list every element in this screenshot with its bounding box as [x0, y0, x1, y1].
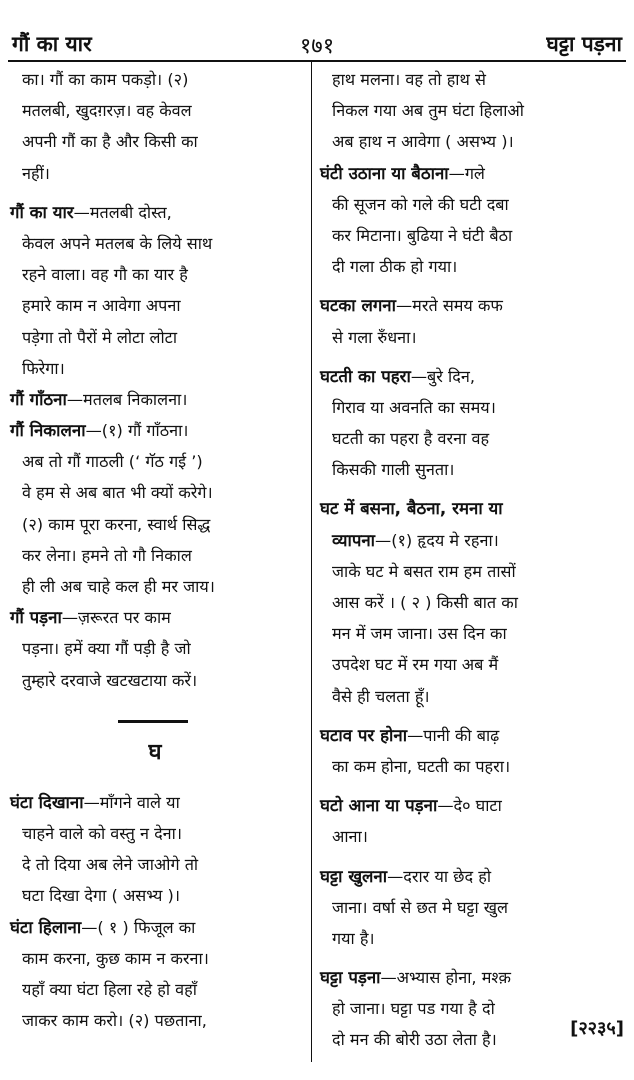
headword: गौं निकालना	[10, 420, 86, 441]
definition-text: पड़ना। हमें क्या गौं पड़ी है जो	[22, 639, 191, 659]
text-line	[320, 618, 616, 649]
headword: घटका लगना	[320, 295, 396, 316]
right-column	[320, 64, 616, 1056]
definition-text: —दे० घाटा	[437, 796, 502, 816]
definition-text: हो जाना। घट्टा पड गया है दो	[332, 999, 495, 1019]
definition-text: दी गला ठीक हो गया।	[332, 257, 458, 277]
definition-text: मन में जम जाना। उस दिन का	[332, 624, 507, 644]
definition-text: का कम होना, घटती का पहरा।	[332, 756, 511, 776]
definition-text: ही ली अब चाहे कल ही मर जाय।	[22, 577, 215, 596]
definition-text: से गला रुँधना।	[332, 327, 417, 347]
definition-text: —गले	[448, 163, 485, 183]
text-line	[10, 571, 300, 602]
definition-text: यहाँ क्या घंटा हिला रहे हो वहाँ	[22, 979, 197, 999]
left-column	[10, 64, 300, 1036]
column-divider	[311, 62, 312, 1062]
definition-text: उपदेश घट में रम गया अब मैं	[332, 655, 499, 675]
entry-headword-line	[320, 962, 616, 993]
definition-text: आस करें । ( २ ) किसी बात का	[332, 593, 518, 612]
entry-gap	[320, 485, 616, 493]
definition-text: अपनी गौं का है और किसी का	[22, 132, 198, 152]
definition-text: घटा दिखा देगा ( असभ्य )।	[22, 886, 180, 906]
text-line	[10, 95, 300, 126]
definition-text: —(१) गौं गाँठना।	[85, 421, 189, 441]
entry-gap	[10, 189, 300, 197]
text-line	[320, 64, 616, 95]
text-line	[320, 821, 616, 852]
text-line	[10, 818, 300, 849]
definition-text: —मतलबी दोस्त,	[73, 202, 172, 222]
definition-text: —पानी की बाढ़	[407, 725, 500, 745]
text-line	[10, 290, 300, 321]
definition-text: जाकर काम करो। (२) पछताना,	[22, 1011, 207, 1031]
definition-text: —मतलब निकालना।	[66, 389, 188, 409]
definition-text: वे हम से अब बात भी क्यों करेगे।	[22, 483, 213, 503]
page-number: १७१	[299, 34, 335, 59]
text-line	[10, 849, 300, 880]
section-rule	[118, 720, 188, 723]
text-line	[320, 525, 616, 556]
definition-text: दो मन की बोरी उठा लेता है।	[332, 1030, 497, 1050]
definition-text: पड़ेगा तो पैरों मे लोटा लोटा	[22, 327, 178, 347]
text-line	[320, 322, 616, 353]
text-line	[320, 649, 616, 680]
left-bottom-entries	[10, 787, 300, 1037]
entry-headword-line	[10, 602, 300, 633]
headword: घंटा दिखाना	[10, 791, 84, 812]
definition-text: तुम्हारे दरवाजे खटखटाया करें।	[22, 670, 198, 690]
entry-headword-line	[320, 861, 616, 892]
entry-gap	[320, 853, 616, 861]
definition-text: कर लेना। हमने तो गौ निकाल	[22, 545, 192, 565]
text-line	[10, 322, 300, 353]
entry-headword-line	[10, 912, 300, 943]
entry-headword-line	[320, 158, 616, 189]
entry-gap	[320, 712, 616, 720]
definition-text: अब हाथ न आवेगा ( असभ्य )।	[332, 132, 514, 152]
definition-text: काम करना, कुछ काम न करना।	[22, 948, 209, 968]
definition-text: दे तो दिया अब लेने जाओगे तो	[22, 855, 199, 875]
text-line	[10, 540, 300, 571]
text-line	[10, 880, 300, 911]
text-line	[10, 228, 300, 259]
text-line	[10, 158, 300, 189]
entry-headword-line	[10, 787, 300, 818]
definition-text: —दरार या छेद हो	[387, 866, 492, 886]
entry-gap	[320, 282, 616, 290]
text-line	[320, 251, 616, 282]
text-line	[10, 1005, 300, 1036]
definition-text: —माँगने वाले या	[83, 792, 180, 812]
definition-text: हमारे काम न आवेगा अपना	[22, 296, 181, 316]
definition-text: अब तो गौं गाठली (‘ गॅठ गई ’)	[22, 452, 203, 472]
headword: गौं का यार	[10, 201, 74, 222]
running-header	[8, 28, 626, 62]
text-line	[320, 392, 616, 423]
section-letter: घ	[148, 739, 162, 765]
entry-gap	[320, 353, 616, 361]
text-line	[320, 95, 616, 126]
headword: घट में बसना, बैठना, रमना या	[320, 498, 503, 519]
text-line	[10, 259, 300, 290]
definition-text: —( १ ) फिजूल का	[81, 917, 196, 937]
definition-text: वैसे ही चलता हूँ।	[332, 686, 430, 706]
text-line	[10, 446, 300, 477]
left-top-entries	[10, 64, 300, 696]
headword: व्यापना	[332, 529, 376, 550]
definition-text: नहीं।	[22, 163, 50, 183]
headword: घटाव पर होना	[320, 724, 408, 745]
definition-text: —अभ्यास होना, मश्क़	[380, 968, 511, 988]
definition-text: केवल अपने मतलब के लिये साथ	[22, 233, 213, 253]
text-line	[10, 509, 300, 540]
text-line	[320, 220, 616, 251]
text-line	[320, 587, 616, 618]
definition-text: घटती का पहरा है वरना वह	[332, 429, 490, 449]
text-line	[10, 126, 300, 157]
right-entries	[320, 64, 616, 1056]
definition-text: का। गौं का काम पकड़ो। (२)	[22, 70, 189, 89]
text-line	[10, 64, 300, 95]
entry-headword-line	[320, 493, 616, 524]
text-line	[320, 556, 616, 587]
definition-text: —मरते समय कफ	[395, 296, 503, 316]
text-line	[10, 353, 300, 384]
headword: घट्टा पड़ना	[320, 967, 381, 988]
text-line	[320, 126, 616, 157]
entry-gap	[320, 954, 616, 962]
header-left-guideword: गौं का यार	[12, 32, 92, 56]
entry-headword-line	[320, 361, 616, 392]
headword: गौं पड़ना	[10, 607, 62, 628]
text-line	[10, 477, 300, 508]
definition-text: किसकी गाली सुनता।	[332, 460, 455, 480]
headword: घंटी उठाना या बैठाना	[320, 162, 449, 183]
text-line	[10, 665, 300, 696]
entry-headword-line	[320, 790, 616, 821]
headword: घटो आना या पड़ना	[320, 795, 438, 816]
entry-headword-line	[320, 720, 616, 751]
headword: घंटा हिलाना	[10, 916, 82, 937]
page-code: [२२३५]	[570, 1018, 624, 1039]
definition-text: की सूजन को गले की घटी दबा	[332, 194, 509, 214]
definition-text: —(१) हृदय मे रहना।	[375, 530, 499, 550]
entry-headword-line	[10, 384, 300, 415]
definition-text: कर मिटाना। बुढिया ने घंटी बैठा	[332, 225, 513, 245]
text-line	[320, 892, 616, 923]
text-line	[320, 423, 616, 454]
definition-text: —ज़रूरत पर काम	[61, 608, 171, 628]
definition-text: (२) काम पूरा करना, स्वार्थ सिद्ध	[22, 514, 211, 534]
headword: घट्टा खुलना	[320, 865, 388, 886]
headword: घटती का पहरा	[320, 365, 411, 386]
definition-text: गिराव या अवनति का समय।	[332, 397, 496, 417]
text-line	[320, 681, 616, 712]
definition-text: रहने वाला। वह गौ का यार है	[22, 265, 188, 285]
entry-gap	[320, 782, 616, 790]
definition-text: हाथ मलना। वह तो हाथ से	[332, 70, 486, 89]
text-line	[320, 923, 616, 954]
text-line	[10, 974, 300, 1005]
definition-text: फिरेगा।	[22, 358, 65, 378]
text-line	[320, 454, 616, 485]
definition-text: गया है।	[332, 928, 375, 948]
definition-text: जाना। वर्षा से छत मे घट्टा खुल	[332, 897, 509, 917]
definition-text: चाहने वाले को वस्तु न देना।	[22, 823, 182, 843]
text-line	[10, 633, 300, 664]
text-line	[10, 943, 300, 974]
header-right-guideword: घट्टा पड़ना	[546, 32, 622, 56]
text-line	[320, 751, 616, 782]
entry-headword-line	[10, 197, 300, 228]
headword: गौं गाँठना	[10, 388, 67, 409]
text-line	[320, 189, 616, 220]
entry-headword-line	[10, 415, 300, 446]
definition-text: आना।	[332, 827, 368, 847]
definition-text: निकल गया अब तुम घंटा हिलाओ	[332, 101, 524, 121]
definition-text: मतलबी, खुदग़रज़। वह केवल	[22, 101, 192, 121]
definition-text: —बुरे दिन,	[410, 366, 475, 386]
definition-text: जाके घट मे बसत राम हम तासों	[332, 561, 516, 581]
entry-headword-line	[320, 290, 616, 321]
